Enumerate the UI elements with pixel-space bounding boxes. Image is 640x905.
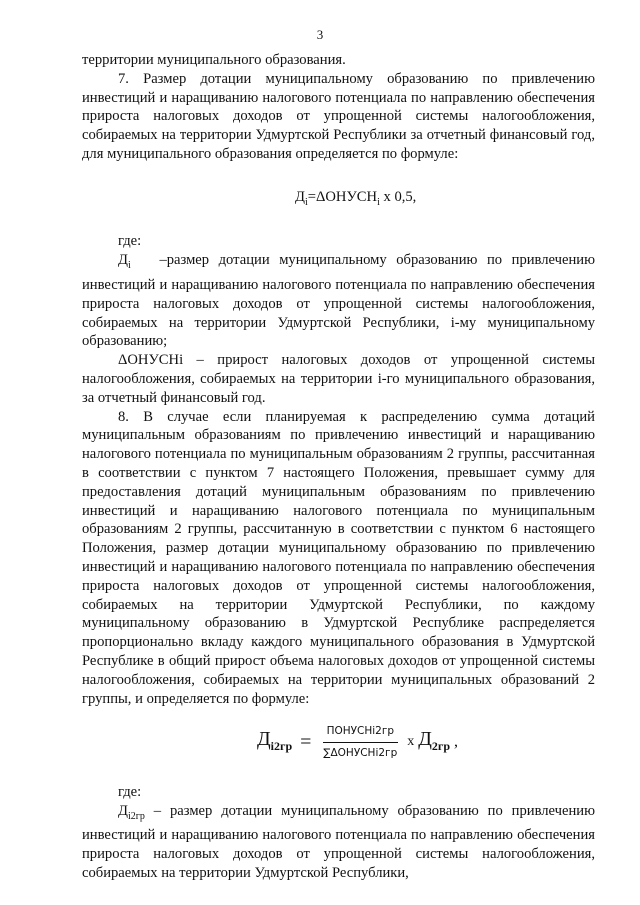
formula-1-lhs: Д: [295, 188, 305, 205]
definition-d: [82, 251, 595, 351]
d-symbol: Д: [118, 252, 128, 269]
formula-1-rhs-sub: i: [377, 196, 380, 208]
paragraph-item-7: 7. Размер дотации муниципальному образованию по привлечению инвестиций и наращиванию налогового потенциала по направлению обеспечения прироста налоговых доходов от упрощенной системы налогообложения, собираемых на территории Удмуртской Республики за отчетный финансовый год, для муниципального образования определяется по формуле:: [82, 70, 595, 162]
formula-2-denominator: ∑ΔОНУСНi2гр: [323, 747, 398, 760]
definition-d-text: –размер дотации муниципальному образованию по привлечению инвестиций и наращиванию налогового потенциала по направлению обеспечения прироста налоговых доходов от упрощенной системы налогообложения, собираемых на территории Удмуртской Республики, i-му муниципальному образованию;: [82, 252, 595, 350]
where-label-1: где:: [118, 233, 142, 250]
formula-1: [82, 188, 595, 213]
formula-2-fraction: [319, 722, 401, 763]
formula-2-rhs-symbol: Д: [418, 727, 432, 750]
formula-1-tail: x 0,5,: [379, 188, 417, 205]
definition-donusn: ΔОНУСНi – прирост налоговых доходов от упрощенной системы налогообложения, собираемых на территории i-го муниципального образования, за отчетный финансовый год.: [82, 352, 595, 406]
di2gr-symbol-sub: i2гр: [127, 810, 145, 822]
formula-1-lhs-sub: i: [304, 196, 308, 208]
formula-2-equals: =: [300, 731, 312, 754]
d-symbol-sub: i: [127, 260, 131, 272]
formula-2-numerator: ПОНУСНi2гр: [323, 722, 398, 743]
di2gr-symbol: Д: [118, 802, 128, 819]
formula-2-lhs-symbol: Д: [257, 727, 271, 750]
formula-2: [257, 722, 595, 763]
definition-di2gr-text: – размер дотации муниципальному образованию по привлечению инвестиций и наращиванию налогового потенциала по направлению обеспечения прироста налоговых доходов от упрощенной системы налогообложения, собираемых на территории Удмуртской Республики,: [82, 802, 595, 881]
formula-1-rhs: =ΔОНУСН: [307, 188, 378, 205]
page-number: 3: [316, 27, 324, 42]
formula-2-comma: ,: [454, 733, 459, 751]
formula-2-rhs: [418, 727, 451, 756]
formula-2-rhs-sub: 2гр: [431, 738, 451, 753]
where-label-2: где:: [118, 783, 142, 800]
definition-di2gr: [82, 802, 595, 883]
document-body: [82, 51, 595, 883]
paragraph-continuation: территории муниципального образования.: [82, 52, 346, 68]
formula-2-times: х: [407, 734, 415, 750]
formula-2-lhs-sub: i2гр: [270, 738, 293, 753]
paragraph-item-8: 8. В случае если планируемая к распределению сумма дотаций муниципальным образованиям по привлечению инвестиций и наращиванию налогового потенциала по муниципальным образованиям 2 группы, рассчитанная в соответствии с пунктом 7 настоящего Положения, превышает сумму для предоставления дотаций муниципальным образованиям по привлечению инвестиций и наращиванию налогового потенциала по муниципальным образованиям 2 группы, рассчитанную в соответствии с пунктом 6 настоящего Положения, размер дотации муниципальному образованию по привлечению инвестиций и наращиванию налогового потенциала по направлению обеспечения прироста налоговых доходов от упрощенной системы налогообложения, собираемых на территории Удмуртской Республики, по каждому муниципальному образованию в Удмуртской Республике распределяется пропорционально вкладу каждого муниципального образования в Удмуртской Республике в общий прирост объема налоговых доходов от упрощенной системы налогообложения, собираемых на территории муниципальных образований 2 группы, и определяется по формуле:: [82, 408, 595, 707]
formula-2-lhs: [257, 727, 293, 756]
